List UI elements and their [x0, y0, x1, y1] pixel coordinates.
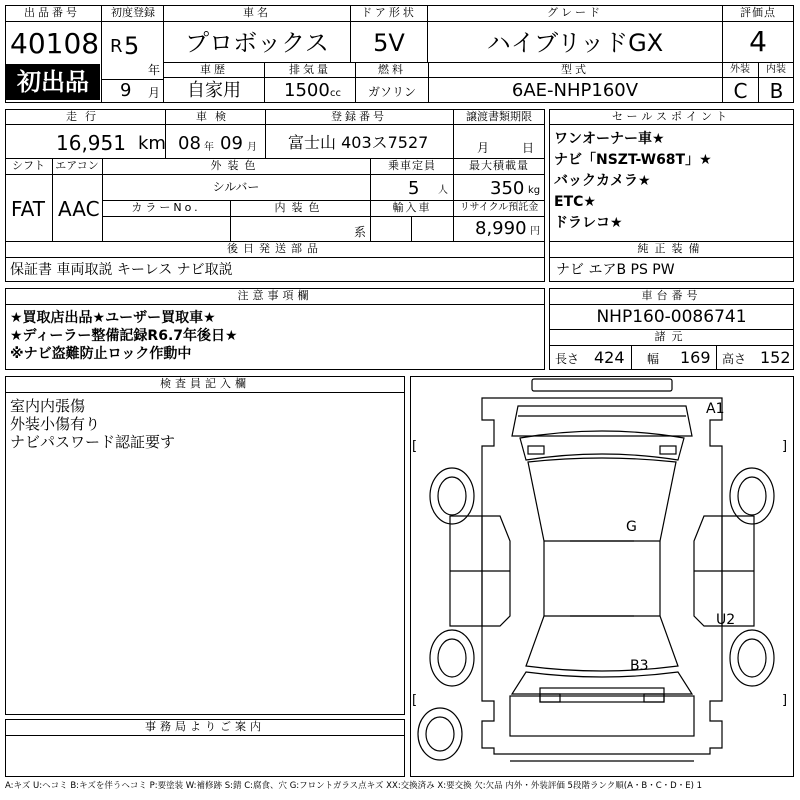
max-load-unit: kg — [528, 185, 541, 196]
era: R — [110, 36, 123, 57]
standard-equipment: ナビ エアB PS PW — [556, 262, 675, 278]
shift-label: シフト — [6, 159, 51, 173]
notes-list — [10, 309, 238, 363]
notes-label: 注意事項欄 — [6, 289, 544, 303]
bracket-left-rear: [ — [412, 693, 418, 708]
sales-point: ワンオーナー車★ — [554, 131, 665, 147]
shift: FAT — [11, 197, 46, 221]
sales-point: ドラレコ★ — [554, 215, 623, 231]
inspector-line: ナビパスワード認証要す — [10, 433, 176, 451]
inspection-month: 09 — [220, 133, 243, 154]
spare-wheel — [418, 708, 462, 760]
body-outline — [482, 398, 725, 754]
inspection-label: 車検 — [166, 110, 264, 124]
bracket-right-rear: ] — [782, 693, 788, 708]
model-type: 6AE-NHP160V — [511, 80, 639, 101]
sales-point: バックカメラ★ — [554, 173, 651, 189]
sales-point: ETC★ — [554, 194, 596, 210]
plate-number: 富士山 403ス7527 — [288, 133, 429, 152]
max-load-label: 最大積載量 — [454, 159, 544, 173]
displacement-label: 排気量 — [265, 63, 355, 77]
fuel: ガソリン — [367, 85, 416, 99]
rear-window — [526, 616, 678, 671]
exterior-grade: C — [733, 79, 748, 103]
type-label: 型式 — [429, 63, 721, 77]
rear-bumper — [540, 688, 664, 702]
inspector-notes — [10, 397, 175, 451]
chassis-number: NHP160-0086741 — [596, 307, 747, 327]
score: 4 — [749, 25, 767, 58]
interior-grade-label: 内装 — [759, 63, 793, 77]
sales-points-list — [554, 129, 792, 234]
inspector-line: 外装小傷有り — [10, 415, 101, 433]
door-label: ドア形状 — [351, 6, 427, 20]
recycle-fee: 8,990 — [475, 218, 527, 239]
grade: ハイブリッドGX — [486, 29, 664, 57]
note-line: ★ディーラー整備記録R6.7年後日★ — [10, 328, 238, 344]
height: 152 — [760, 348, 791, 367]
mileage: 16,951 — [56, 131, 126, 155]
plate-label: 登録番号 — [266, 110, 452, 124]
fuel-label: 燃料 — [356, 63, 428, 77]
vehicle-diagram — [410, 376, 794, 777]
capacity: 5 — [408, 178, 420, 199]
import-label: 輸入車 — [371, 201, 453, 215]
mileage-label: 走行 — [6, 110, 164, 124]
interior-grade: B — [769, 79, 784, 103]
lot-number-label: 出品番号 — [6, 6, 98, 20]
grade-label: グレード — [428, 6, 722, 20]
exterior-color-label: 外装色 — [103, 159, 369, 173]
inspector-line: 室内内張傷 — [10, 397, 86, 415]
capacity-unit: 人 — [438, 185, 448, 196]
note-line: ★買取店出品★ユーザー買取車★ — [10, 310, 216, 326]
front-bumper — [532, 379, 672, 391]
mileage-unit: km — [138, 133, 166, 154]
history-label: 車歴 — [164, 63, 264, 77]
door-type: 5V — [373, 29, 405, 57]
interior-color-label: 内装色 — [231, 201, 369, 215]
damage-mark: G — [626, 519, 637, 535]
length: 424 — [594, 348, 625, 367]
year-unit: 年 — [148, 63, 161, 77]
inspection-year: 08 — [178, 133, 201, 154]
damage-mark: B3 — [630, 658, 649, 674]
recycle-fee-unit: 円 — [530, 226, 540, 237]
width: 169 — [680, 348, 711, 367]
inspection-year-unit: 年 — [204, 142, 214, 153]
length-label: 長さ — [555, 352, 580, 366]
exterior-grade-label: 外装 — [723, 63, 757, 77]
ac-label: エアコン — [53, 159, 101, 173]
height-label: 高さ — [722, 352, 747, 366]
later-parts: 保証書 車両取説 キーレス ナビ取説 — [10, 262, 233, 278]
color-number-label: カラーNo. — [103, 201, 229, 215]
month: 9 — [120, 80, 132, 101]
lot-number: 40108 — [10, 27, 100, 60]
later-parts-label: 後日発送部品 — [6, 242, 544, 256]
ac: AAC — [58, 197, 100, 221]
history: 自家用 — [187, 80, 241, 101]
width-label: 幅 — [647, 352, 660, 366]
transfer-day: 日 — [522, 141, 535, 155]
dimensions-label: 諸元 — [550, 330, 793, 344]
interior-color-unit: 系 — [354, 225, 367, 239]
bracket-left-front: [ — [412, 439, 418, 454]
score-label: 評価点 — [723, 6, 793, 20]
transfer-month: 月 — [477, 141, 490, 155]
displacement: 1500 — [284, 80, 330, 101]
roof — [528, 458, 676, 541]
first-registration-label: 初度登録 — [102, 6, 164, 20]
capacity-label: 乗車定員 — [371, 159, 453, 173]
damage-mark: U2 — [716, 612, 736, 628]
legend: A:キズ U:ヘコミ B:キズを伴うヘコミ P:要塗装 W:補修跡 S:錆 C:腐食、穴 G:フロントガラス点キズ XX:交換済み X:要交換 欠:欠品 内外・外装評価 5段階ランク順(A・B・C・D・E) 1 — [5, 781, 703, 791]
sales-points-label: セールスポイント — [550, 110, 793, 124]
inspection-month-unit: 月 — [247, 142, 257, 153]
sales-point: ナビ「NSZT-W68T」★ — [554, 152, 712, 168]
note-line: ※ナビ盗難防止ロック作動中 — [10, 346, 192, 362]
transfer-deadline-label: 譲渡書類期限 — [454, 110, 544, 124]
inspector-label: 検査員記入欄 — [6, 377, 404, 391]
bracket-right-front: ] — [782, 439, 788, 454]
office-label: 事務局よりご案内 — [6, 720, 404, 734]
month-unit: 月 — [148, 86, 161, 100]
chassis-number-label: 車台番号 — [550, 289, 793, 303]
rear-deck — [512, 672, 692, 694]
model-label: 車名 — [164, 6, 350, 20]
displacement-unit: cc — [330, 88, 341, 99]
first-listing-badge: 初出品 — [6, 64, 100, 100]
damage-mark: A1 — [706, 401, 725, 417]
max-load: 350 — [490, 178, 525, 199]
exterior-color: シルバー — [212, 180, 260, 194]
standard-equipment-label: 純正装備 — [550, 242, 793, 256]
recycle-label: リサイクル預託金 — [454, 201, 544, 215]
year: 5 — [124, 32, 140, 60]
model-name: プロボックス — [185, 29, 329, 57]
